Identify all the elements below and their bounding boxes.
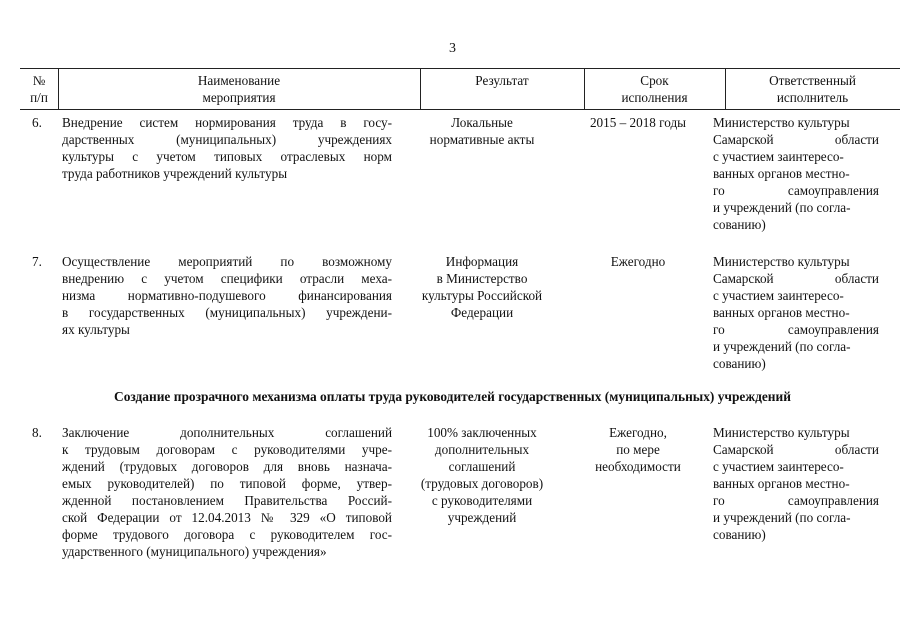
page-number: 3 bbox=[449, 41, 456, 56]
row-result-line: дополнительных bbox=[434, 442, 530, 457]
row-name-line: к трудовым договорам с руководителями учре- bbox=[62, 442, 392, 457]
row-responsible-line: с участием заинтересо- bbox=[713, 149, 844, 164]
row-responsible bbox=[713, 424, 879, 543]
row-term-line: Ежегодно bbox=[610, 254, 666, 269]
row-responsible-line: с участием заинтересо- bbox=[713, 459, 844, 474]
row-name-line: в государственных (муниципальных) учреждени- bbox=[62, 305, 392, 320]
row-responsible-line: ванных органов местно- bbox=[713, 305, 850, 320]
row-name-line: жденной постановлением Правительства Россий- bbox=[62, 493, 392, 508]
row-name-line: ской Федерации от 12.04.2013 № 329 «О типовой bbox=[62, 510, 392, 525]
row-responsible-line: с участием заинтересо- bbox=[713, 288, 844, 303]
header-responsible bbox=[725, 69, 900, 109]
row-result-line: учреждений bbox=[447, 510, 517, 525]
header-result bbox=[420, 69, 584, 109]
row-result-line: нормативные акты bbox=[429, 132, 535, 147]
row-result-line: в Министерство bbox=[436, 271, 528, 286]
header-name-line: Наименование bbox=[197, 73, 281, 88]
row-responsible-line: го самоуправления bbox=[713, 322, 879, 337]
header-term bbox=[584, 69, 725, 109]
row-term bbox=[576, 114, 700, 131]
row-number: 8. bbox=[32, 425, 42, 440]
row-result-line: Локальные bbox=[451, 115, 513, 130]
row-name-line: ждений (трудовых договоров для вновь назнача- bbox=[62, 459, 392, 474]
row-result-line: культуры Российской bbox=[421, 288, 543, 303]
row-result-line: Информация bbox=[445, 254, 519, 269]
row-responsible-line: Самарской области bbox=[713, 132, 879, 147]
row-responsible-line: Министерство культуры bbox=[713, 115, 850, 130]
header-num-line: № bbox=[32, 73, 46, 88]
row-result-line: с руководителями bbox=[431, 493, 533, 508]
row-result-line: (трудовых договоров) bbox=[420, 476, 544, 491]
row-term-line: Ежегодно, bbox=[609, 425, 667, 440]
row-result-line: 100% заключенных bbox=[427, 425, 537, 440]
row-responsible-line: сованию) bbox=[713, 527, 766, 542]
header-name-line: мероприятия bbox=[202, 90, 276, 105]
header-term-line: Срок bbox=[640, 73, 669, 88]
row-name bbox=[62, 424, 392, 560]
header-term-line: исполнения bbox=[621, 90, 688, 105]
row-responsible-line: Министерство культуры bbox=[713, 425, 850, 440]
header-responsible-line: Ответственный bbox=[769, 73, 856, 88]
header-responsible-line: исполнитель bbox=[776, 90, 849, 105]
row-name-line: труда работников учреждений культуры bbox=[62, 166, 288, 181]
row-term-line: 2015 – 2018 годы bbox=[589, 115, 687, 130]
row-responsible-line: и учреждений (по согла- bbox=[713, 510, 851, 525]
row-name bbox=[62, 114, 392, 182]
row-name-line: ях культуры bbox=[62, 322, 130, 337]
row-result-line: соглашений bbox=[448, 459, 516, 474]
row-name-line: форме трудового договора с руководителем гос- bbox=[62, 527, 392, 542]
table-header bbox=[20, 68, 900, 110]
row-name-line: Осуществление мероприятий по возможному bbox=[62, 254, 392, 269]
row-responsible-line: ванных органов местно- bbox=[713, 166, 850, 181]
row-number: 7. bbox=[32, 254, 42, 269]
row-responsible-line: го самоуправления bbox=[713, 493, 879, 508]
row-name-line: низма нормативно-подушевого финансирования bbox=[62, 288, 392, 303]
row-term bbox=[576, 424, 700, 475]
row-responsible-line: сованию) bbox=[713, 217, 766, 232]
row-name-line: внедрению с учетом специфики отрасли меха- bbox=[62, 271, 392, 286]
row-name-line: Заключение дополнительных соглашений bbox=[62, 425, 392, 440]
row-name-line: емых руководителей) по типовой форме, утвер- bbox=[62, 476, 392, 491]
row-term-line: необходимости bbox=[595, 459, 681, 474]
header-name bbox=[58, 69, 420, 109]
row-responsible-line: и учреждений (по согла- bbox=[713, 339, 851, 354]
row-result bbox=[402, 114, 562, 148]
row-name-line: Внедрение систем нормирования труда в госу- bbox=[62, 115, 392, 130]
row-term-line: по мере bbox=[616, 442, 660, 457]
row-responsible bbox=[713, 114, 879, 233]
row-responsible-line: ванных органов местно- bbox=[713, 476, 850, 491]
row-name bbox=[62, 253, 392, 338]
row-responsible-line: Самарской области bbox=[713, 271, 879, 286]
row-result bbox=[402, 424, 562, 526]
row-responsible-line: сованию) bbox=[713, 356, 766, 371]
header-num-line: п/п bbox=[30, 90, 48, 105]
row-result bbox=[402, 253, 562, 321]
row-name-line: дарственных (муниципальных) учреждениях bbox=[62, 132, 392, 147]
section-title: Создание прозрачного механизма оплаты труда руководителей государственных (муниципальных) учреждений bbox=[114, 389, 791, 404]
row-responsible-line: Самарской области bbox=[713, 442, 879, 457]
row-responsible-line: и учреждений (по согла- bbox=[713, 200, 851, 215]
row-result-line: Федерации bbox=[450, 305, 514, 320]
row-name-line: ударственного (муниципального) учреждения» bbox=[62, 544, 327, 559]
row-name-line: культуры с учетом типовых отраслевых норм bbox=[62, 149, 392, 164]
header-result-line: Результат bbox=[475, 73, 529, 88]
row-responsible bbox=[713, 253, 879, 372]
row-term bbox=[576, 253, 700, 270]
row-responsible-line: го самоуправления bbox=[713, 183, 879, 198]
row-responsible-line: Министерство культуры bbox=[713, 254, 850, 269]
row-number: 6. bbox=[32, 115, 42, 130]
header-num bbox=[20, 69, 58, 109]
